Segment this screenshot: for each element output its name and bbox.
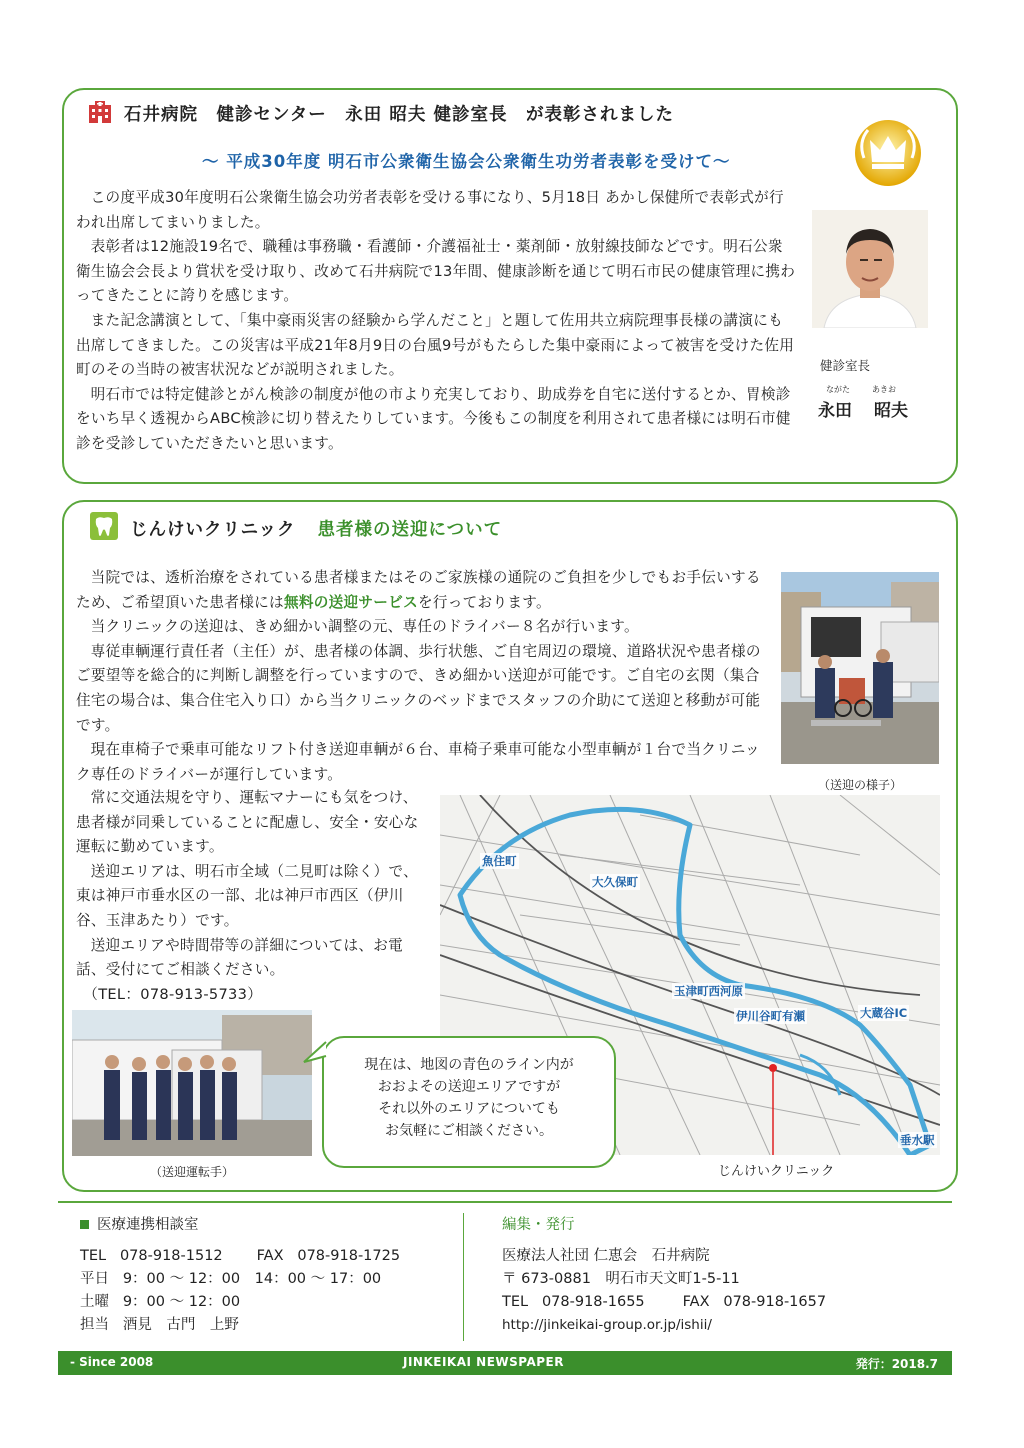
staff-names: 酒見 古門 上野 [122, 1317, 239, 1333]
transport-paragraph: 専従車輌運行責任者（主任）が、患者様の体調、歩行状態、ご自宅周辺の環境、道路状況や患者様のご要望等を総合的に判断し調整を行っていますので、きめ細かい送迎が可能です。ご自宅の玄関（集合住宅の場合は、集合住宅入り口）から当クリニックのベッドまでスタッフの介助にて送迎と移動が可能です。 [76, 642, 761, 734]
award-body [76, 186, 796, 457]
map-label-tamatsu: 玉津町西河原 [674, 984, 743, 998]
transport-paragraph: 現在車椅子で乗車可能なリフト付き送迎車輌が６台、車椅子乗車可能な小型車輌が１台で当クリニック専任のドライバーが運行しています。 [76, 741, 760, 783]
bubble-line: 現在は、地図の青色のライン内が [364, 1057, 574, 1073]
publisher-heading: 編集・発行 [502, 1217, 575, 1233]
publisher-tel-label: TEL [502, 1294, 529, 1310]
weekday-label: 平日 [80, 1271, 109, 1287]
tel-number[interactable]: 078-918-1512 [119, 1248, 223, 1264]
bubble-tail [302, 1038, 328, 1068]
contact-office-heading: 医療連携相談室 [97, 1217, 199, 1233]
service-area-note-bubble [322, 1036, 616, 1168]
hospital-icon [88, 100, 112, 124]
transport-tel: （TEL：078-913-5733） [83, 985, 263, 1003]
publisher-info [502, 1214, 942, 1337]
name-ruby-given: ながた [826, 385, 850, 394]
person-title: 健診室長 [820, 358, 871, 373]
award-paragraph: 明石市では特定健診とがん検診の制度が他の市より充実しており、助成券を自宅に送付するとか、胃検診をいち早く透視からABC検診に切り替えたりしています。今後もこの制度を利用されて患者様には明石市健診を受診していただきたいと思います。 [76, 385, 791, 452]
publisher-org: 医療法人社団 仁恵会 石井病院 [502, 1248, 710, 1264]
drivers-caption: （送迎運転手） [149, 1165, 234, 1179]
newspaper-name: JINKEIKAI NEWSPAPER [403, 1355, 564, 1369]
square-bullet-icon [80, 1220, 89, 1229]
crown-icon [850, 118, 926, 188]
person-name-family: 永田 [818, 401, 852, 421]
person-name-given: 昭夫 [874, 401, 908, 421]
publisher-url-link[interactable]: http://jinkeikai-group.or.jp/ishii/ [502, 1317, 712, 1333]
transport-body-top [76, 566, 770, 787]
newspaper-footer-bar [58, 1351, 952, 1375]
footer-divider-top [58, 1201, 952, 1203]
award-paragraph: この度平成30年度明石公衆衛生協会功労者表彰を受ける事になり、5月18日 あかし保健所で表彰式が行われ出席してまいりました。 [76, 189, 784, 231]
staff-label: 担当 [80, 1317, 109, 1333]
map-label-uozumi: 魚住町 [482, 854, 517, 868]
fax-number: 078-918-1725 [297, 1248, 401, 1264]
transport-paragraph: 当クリニックの送迎は、きめ細かい調整の元、専任のドライバー８名が行います。 [90, 618, 639, 636]
saturday-hours: 9：00 ～ 12：00 [122, 1294, 241, 1310]
publisher-fax: 078-918-1657 [723, 1294, 827, 1310]
issue-date: 発行：2018.7 [855, 1357, 938, 1371]
free-service-highlight: 無料の送迎サービス [283, 593, 418, 611]
clinic-name: じんけいクリニック [130, 520, 296, 540]
award-paragraph: また記念講演として、「集中豪雨災害の経験から学んだこと」と題して佐用共立病院理事長様の講演にも出席してきました。この災害は平成21年8月9日の台風9号がもたらした集中豪雨によって被害を受けた佐用町のその当時の被害状況などが説明されました。 [76, 311, 795, 379]
tel-label: TEL [80, 1248, 107, 1264]
bubble-line: おおよその送迎エリアですが [377, 1079, 561, 1095]
transport-paragraph: 当院では、透析治療をされている患者様またはそのご家族様の通院のご負担を少しでもお手伝いするため、ご希望頂いた患者様には無料の送迎サービスを行っております。 [76, 569, 761, 611]
bubble-line: それ以外のエリアについても [378, 1101, 560, 1117]
transport-paragraph: 送迎エリアや時間帯等の詳細については、お電話、受付にてご相談ください。 [76, 936, 404, 979]
clinic-title [130, 516, 630, 541]
publisher-fax-label: FAX [682, 1294, 710, 1310]
map-label-okuradani-ic: 大蔵谷IC [860, 1006, 908, 1020]
transport-paragraph: 常に交通法規を守り、運転マナーにも気をつけ、患者様が同乗していることに配慮し、安全・安心な運転に勤めています。 [76, 789, 419, 856]
footer-divider-vertical [463, 1213, 464, 1341]
drivers-photo [72, 1010, 312, 1156]
publisher-address: 〒 673-0881 明石市天文町1-5-11 [502, 1271, 740, 1287]
award-paragraph: 表彰者は12施設19名で、職種は事務職・看護師・介護福祉士・薬剤師・放射線技師などです。明石公衆衛生協会会長より賞状を受け取り、改めて石井病院で13年間、健康診断を通じて明石市民の健康管理に携わってきたことに誇りを感じます。 [76, 238, 796, 305]
transport-paragraph: 送迎エリアは、明石市全域（二見町は除く）で、東は神戸市垂水区の一部、北は神戸市西区（伊川谷、玉津あたり）です。 [76, 862, 418, 929]
pickup-photo [781, 572, 939, 764]
bubble-line: お気軽にご相談ください。 [385, 1123, 553, 1139]
map-label-ikawadani: 伊川谷町有瀬 [736, 1009, 805, 1023]
weekday-hours: 9：00 ～ 12：00 14：00 ～ 17：00 [122, 1271, 382, 1287]
transport-body-left [76, 786, 432, 1007]
award-subtitle: ～ 平成30年度 明石市公衆衛生協会公衆衛生功労者表彰を受けて～ [202, 152, 731, 171]
name-ruby-family: あきお [872, 385, 896, 394]
pickup-caption: （送迎の様子） [817, 778, 902, 792]
award-title: 石井病院 健診センター 永田 昭夫 健診室長 が表彰されました [124, 105, 674, 125]
clinic-map-label: じんけいクリニック [718, 1164, 835, 1179]
tooth-icon [90, 512, 118, 540]
contact-office [80, 1214, 460, 1337]
map-label-tarumi-station: 垂水駅 [900, 1133, 935, 1147]
transport-heading: 患者様の送迎について [317, 520, 503, 540]
portrait-photo [812, 210, 928, 328]
publisher-tel[interactable]: 078-918-1655 [541, 1294, 645, 1310]
saturday-label: 土曜 [80, 1294, 109, 1310]
fax-label: FAX [256, 1248, 284, 1264]
map-label-okubo: 大久保町 [592, 875, 638, 889]
since-label: - Since 2008 [70, 1355, 154, 1369]
